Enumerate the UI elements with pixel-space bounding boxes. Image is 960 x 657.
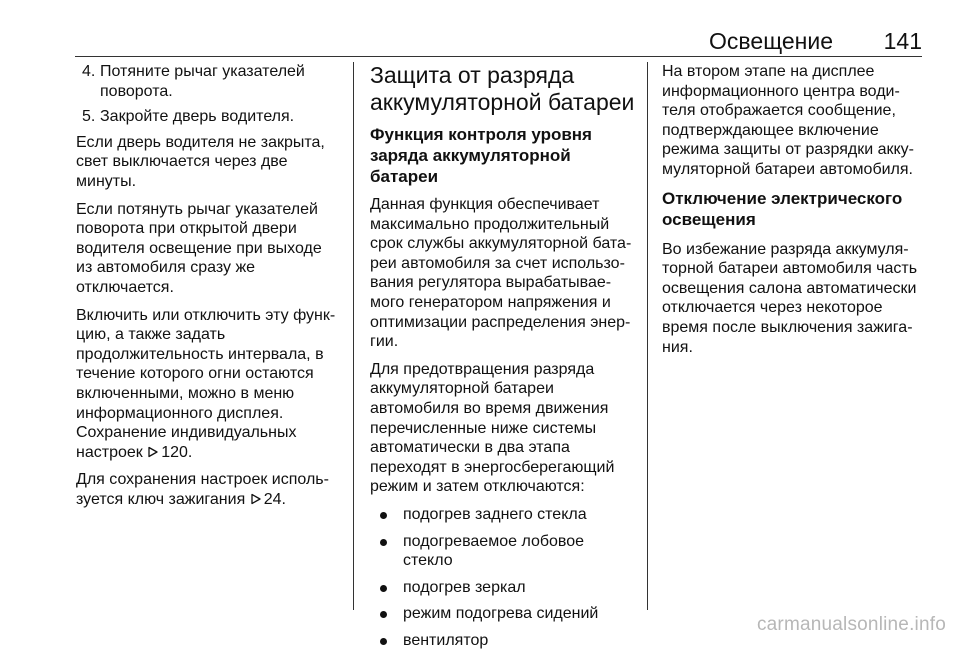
step-text: Закройте дверь водителя. [100,108,295,126]
page-reference[interactable]: 120. [161,443,193,461]
paragraph: Если потянуть рычаг указателей поворота при открытой двери водителя освещение при выходе из автомобиля сразу же отключается. [76,200,322,296]
watermark: carmanualsonline.info [756,614,946,635]
list-item: подогрев зеркал [370,578,635,598]
paragraph-text: Включить или отключить эту функцию, а также задать продолжительность интервала, в течение которого огни остаются включенными, можно в меню информационного дисплея. Сохранение индивидуальных настроек [76,306,336,461]
paragraph: Во избежание разряда аккумуляторной батареи автомобиля часть освещения салона автоматически отключается через некоторое время после выключения зажигания. [662,240,918,356]
step-text: Потяните рычаг указателей поворота. [100,63,305,100]
step-number: 4. [82,63,96,80]
list-item: вентилятор [370,631,635,651]
list-item: подогреваемое лобовое стекло [370,532,635,571]
paragraph [76,470,341,509]
paragraph: Данная функция обеспечивает максимально продолжительный срок службы аккумуляторной батареи автомобиля за счет использования регулятора вырабатываемого генератором напряжения и оптимизации распределения энергии. [370,196,632,351]
steps-list [76,62,341,127]
paragraph: На втором этапе на дисплее информационного центра водителя отображается сообщение, подтверждающее включение режима защиты от разрядки аккумуляторной батареи автомобиля. [662,63,914,178]
subsection-heading: Функция контроля уровня заряда аккумуляторной батареи [370,125,592,186]
column-middle [370,62,635,657]
list-item: режим подогрева сидений [370,604,635,624]
section-heading: Защита от разряда аккумуляторной батареи [370,62,635,115]
column-right [662,62,926,365]
paragraph: Для предотвращения разряда аккумуляторной батареи автомобиля во время движения перечисленные ниже системы автоматически в два этапа переходят в энергосберегающий режим и затем отключаются: [370,360,615,496]
list-item [76,107,341,127]
column-left [76,62,341,517]
page-reference-icon [250,493,262,505]
column-divider-1 [353,62,354,610]
header-rule [75,56,922,57]
page-reference[interactable]: 24. [263,490,286,508]
paragraph-text: Для сохранения настроек используется ключ зажигания [76,471,329,508]
subsection-heading: Отключение электрического освещения [662,188,903,229]
page-reference-icon [147,446,159,458]
list-item [76,62,341,101]
page-header [0,28,960,58]
column-divider-2 [647,62,648,610]
section-title: Освещение [709,28,833,54]
paragraph [76,306,341,463]
list-item: подогрев заднего стекла [370,505,635,525]
page-number: 141 [883,28,922,54]
systems-list [370,505,635,651]
paragraph: Если дверь водителя не закрыта, свет выключается через две минуты. [76,133,325,190]
step-number: 5. [82,108,96,126]
